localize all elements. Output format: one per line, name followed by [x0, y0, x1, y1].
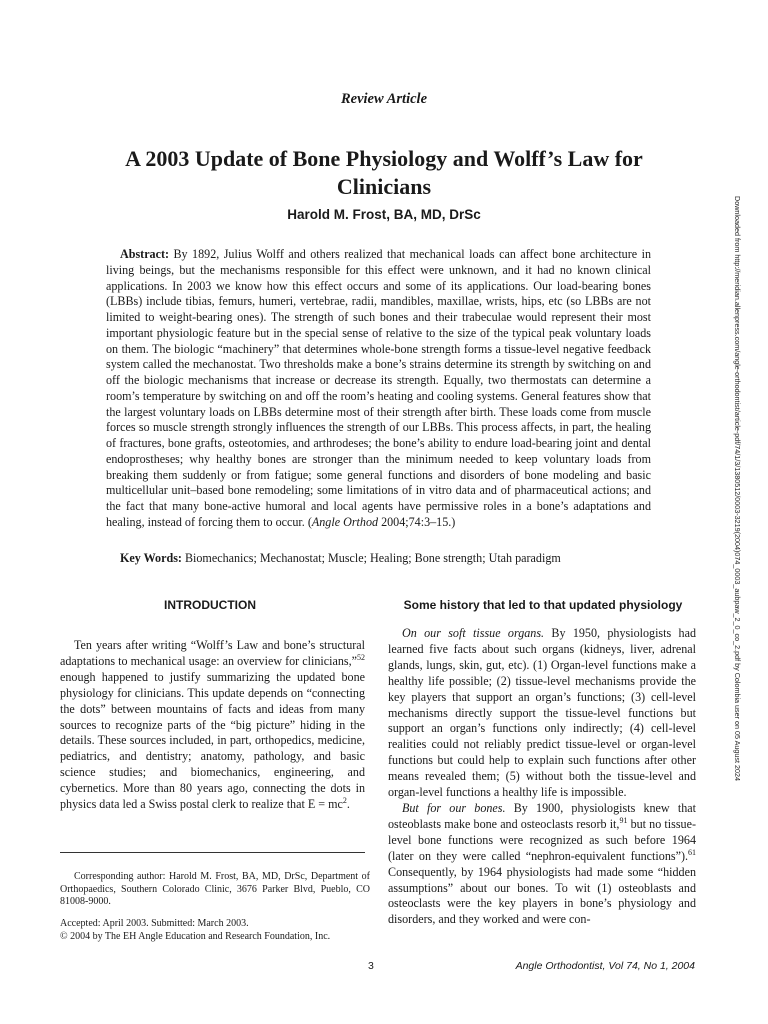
history-p1-text: By 1950, physiologists had learned five facts about such organs (kidneys, liver, adrenal glands, lungs, skin, gut, etc). (1) Organ-level functions make a healthy life possible; (2) tissue-level mechanisms provide the key players that support an organ’s functions; (3) cell-level mechanisms directly support the tissue-level functions but support an organ’s functions only indirectly; (4) cell-level realities could not reliably predict tissue-level or organ-level functions but could help to explain such functions after other means revealed them; (5) without both the tissue-level and organ-level functions a healthy life is impossible.: [388, 626, 696, 800]
download-watermark-link[interactable]: Downloaded from http://meridian.allenpress.com/angle-orthodontist/article-pdf/74/1/3/1380512/0003-3219(2004)074_0003_aubpaw_2_0_co_2.pdf by Colombia user on 05 August 2024: [733, 196, 742, 781]
history-p2-lead: But for our bones.: [402, 800, 506, 815]
abstract-text: By 1892, Julius Wolff and others realized that mechanical loads can affect bone architecture in living beings, but the mechanisms responsible for this effect were unknown, and it had no known clinical applications. In 2003 we know how this effect occurs and some of its applications. Our load-bearing bones (LBBs) include tibias, femurs, humeri, vertebrae, radii, mandibles, maxillae, wrists, hips, etc (so LBBs are not limited to weight-bearing ones). The strength of such bones and their trabeculae would represent their most important physiologic feature but in the special sense of relative to the size of the typical peak voluntary loads on them. The biologic “machinery” that determines whole-bone strength forms a tissue-level negative feedback system called the mechanostat. Two thresholds make a bone’s strains determine its strength by switching on and off the biologic mechanisms that increase or decrease its strength. Equally, two thermostats can determine a room’s temperature by switching on and off the room’s heating and cooling systems. General features show that the largest voluntary loads on LBBs determine most of their strength after birth. These loads come from muscle forces so muscle strength strongly influences the strength of our LBBs. This process affects, in part, the healing of fractures, bone grafts, osteotomies, and arthrodeses; the bone’s ability to endure load-bearing joint and dental endoprostheses; why healthy bones are stronger than the minimum needed to keep voluntary loads from breaking them suddenly or from fatigue; some general functions and disorders of bone modeling and basic multicellular unit–based bone remodeling; some limitations of in vitro data and of pharmaceutical actions; and the fact that many bone-active humoral and local agents have permissive roles in a bone’s adaptations and healing, instead of forcing them to occur. (: [106, 247, 651, 529]
history-reference-2: 61: [688, 847, 696, 857]
history-paragraph-2: [388, 801, 696, 928]
section-label: Review Article: [340, 91, 428, 107]
keywords-label: Key Words:: [120, 551, 182, 565]
page-number: 3: [368, 960, 374, 972]
history-p2-text-c: Consequently, by 1964 physiologists had made some “hidden assumptions” about our bones. To wit (1) osteoblasts and osteoclasts were the key players in bone’s physiology and disorders, and they worked and were con-: [388, 864, 696, 927]
history-column: [388, 626, 696, 928]
keywords-text: Biomechanics; Mechanostat; Muscle; Healing; Bone strength; Utah paradigm: [181, 551, 561, 565]
history-heading: Some history that led to that updated physiology: [403, 598, 683, 612]
corresponding-author-note: Corresponding author: Harold M. Frost, BA, MD, DrSc, Department of Orthopaedics, Southern Colorado Clinic, 3676 Parker Blvd, Pueblo, CO 81008-9000.: [60, 871, 370, 907]
publication-notes: [60, 918, 370, 943]
abstract: [106, 247, 651, 531]
abstract-label: Abstract:: [120, 247, 170, 261]
history-p2-text-a: By 1900, physiologists knew that osteoblasts make bone and osteoclasts resorb it,: [388, 800, 696, 831]
history-p2-text-b: but no tissue-level bone functions were recognized as such before 1964 (later on they were called “nephron-equivalent functions”).: [388, 816, 696, 863]
copyright-note: © 2004 by The EH Angle Education and Research Foundation, Inc.: [60, 930, 331, 942]
author-line: Harold M. Frost, BA, MD, DrSc: [287, 207, 481, 222]
introduction-paragraph: [60, 638, 365, 813]
accepted-submitted-note: Accepted: April 2003. Submitted: March 2003.: [60, 918, 249, 929]
journal-footer: Angle Orthodontist, Vol 74, No 1, 2004: [515, 960, 695, 972]
keywords: [106, 551, 666, 567]
intro-text-end: .: [346, 797, 350, 812]
introduction-heading: INTRODUCTION: [164, 598, 256, 612]
history-p1-lead: On our soft tissue organs.: [402, 626, 545, 640]
introduction-column: [60, 638, 365, 813]
abstract-citation-rest: 2004;74:3–15.): [378, 514, 456, 529]
intro-superscript: 2: [342, 796, 347, 806]
intro-reference: 52: [357, 652, 365, 662]
history-paragraph-1: [388, 626, 696, 801]
article-title: A 2003 Update of Bone Physiology and Wolff’s Law for Clinicians: [125, 146, 643, 199]
intro-text-b: enough happened to justify summarizing the updated bone physiology for clinicians. This update depends on “connecting the dots” between mountains of facts and ideas from many sources to recognize parts of the “big picture” hiding in the details. These sources included, in part, orthopedics, medicine, pediatrics, and dentistry; anatomy, pathology, and basic science studies; and biomechanics, engineering, and cybernetics. More than 80 years ago, connecting the dots in physics data led a Swiss postal clerk to realize that E = mc: [60, 669, 365, 812]
abstract-citation-journal: Angle Orthod: [311, 514, 379, 529]
history-reference-1: 91: [619, 815, 628, 825]
intro-text-a: Ten years after writing “Wolff’s Law and bone’s structural adaptations to mechanical usage: an overview for clinicians,”: [60, 638, 365, 668]
footnote-divider: [60, 852, 365, 853]
